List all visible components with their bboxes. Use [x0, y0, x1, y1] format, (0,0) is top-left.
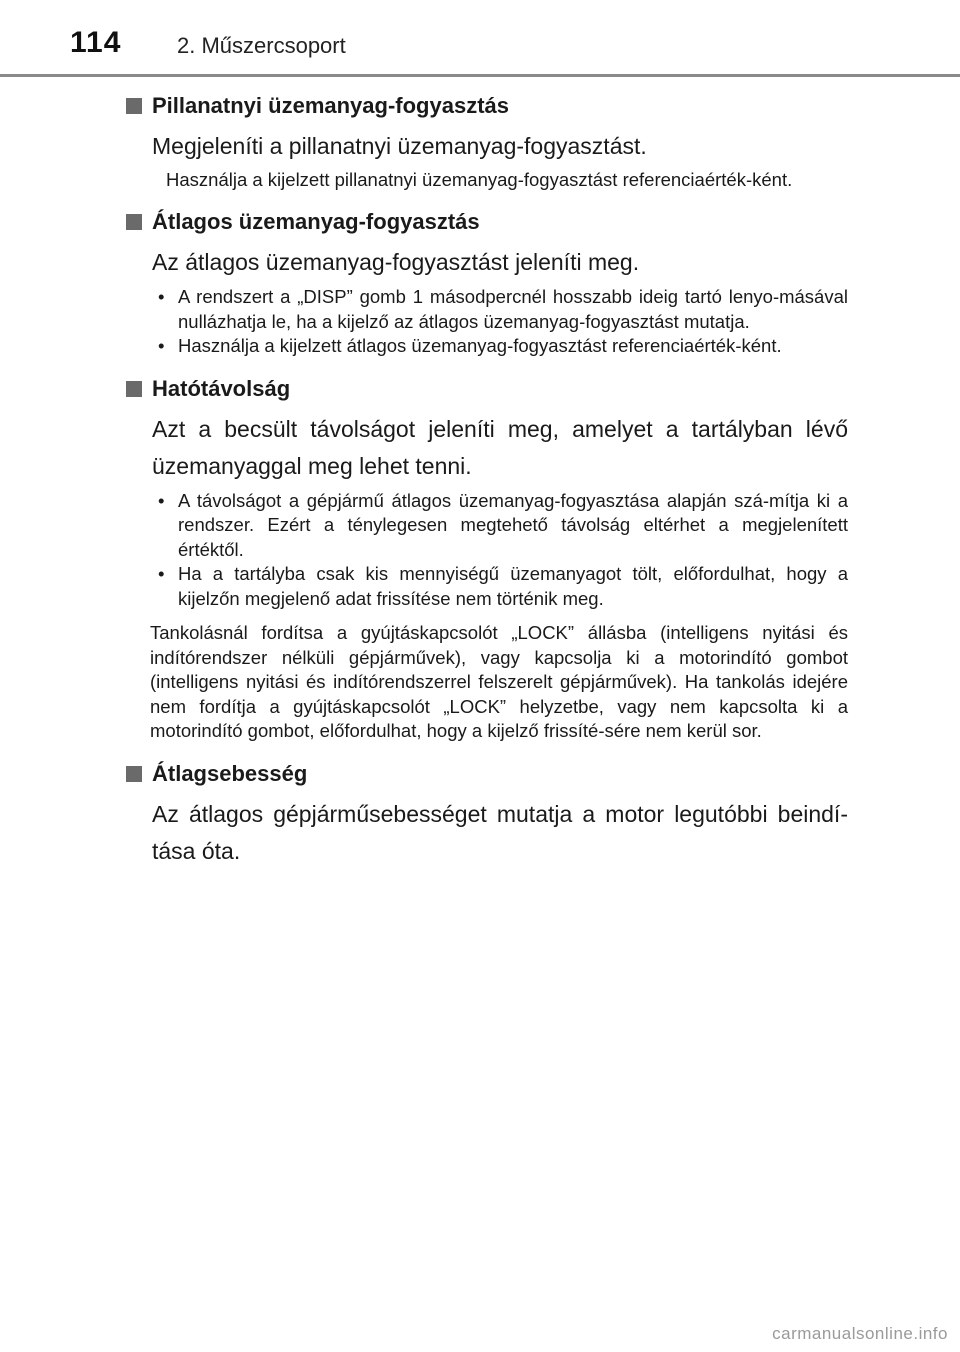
bullet-dot-icon: • — [158, 286, 165, 307]
square-bullet-icon — [126, 381, 142, 397]
section-heading — [126, 758, 848, 790]
list-item — [156, 489, 848, 563]
square-bullet-icon — [126, 766, 142, 782]
section-heading — [126, 90, 848, 122]
square-bullet-icon — [126, 98, 142, 114]
page-number: 114 — [70, 26, 122, 59]
section-heading — [126, 206, 848, 238]
watermark: carmanualsonline.info — [772, 1324, 948, 1343]
section-lead: Az átlagos üzemanyag-fogyasztást jeleníti meg. — [152, 249, 640, 275]
list-item-text: A rendszert a „DISP” gomb 1 másodpercnél hosszabb ideig tartó lenyo-másával nullázhatja le, ha a kijelző az átlagos üzemanyag-fogyasztást mutatja. — [178, 286, 848, 332]
page-content — [126, 90, 848, 870]
section-average-fuel-consumption — [126, 206, 848, 359]
bullet-list — [156, 285, 848, 359]
list-item-text: A távolságot a gépjármű átlagos üzemanyag-fogyasztása alapján szá-mítja ki a rendszer. Ezért a ténylegesen megtehető távolság eltérhet a megjelenített értéktől. — [178, 489, 848, 560]
section-lead: Megjeleníti a pillanatnyi üzemanyag-fogyasztást. — [152, 133, 647, 159]
section-heading-text: Hatótávolság — [152, 375, 291, 401]
page-header — [0, 0, 960, 78]
list-item-text: Használja a kijelzett átlagos üzemanyag-fogyasztást referenciaérték-ként. — [178, 335, 782, 356]
section-heading-text: Pillanatnyi üzemanyag-fogyasztás — [152, 93, 509, 118]
section-lead: Azt a becsült távolságot jeleníti meg, amelyet a tartályban lévő üzemanyaggal meg lehet tenni. — [152, 415, 848, 479]
list-item — [156, 285, 848, 334]
section-note: Használja a kijelzett pillanatnyi üzemanyag-fogyasztást referenciaérték-ként. — [166, 169, 793, 190]
bullet-list — [156, 489, 848, 612]
section-paragraph: Tankolásnál fordítsa a gyújtáskapcsolót „LOCK” állásba (intelligens nyitási és indítórendszer nélküli gépjárművek), vagy kapcsolja ki a motorindító gombot (intelligens nyitási és indítórendszerrel felszerelt gépjárművek). Ha tankolás idejére nem fordítja a gyújtáskapcsolót „LOCK” helyzetbe, vagy nem kapcsolta ki a motorindító gombot, előfordulhat, hogy a kijelző frissíté-sére nem kerül sor. — [150, 622, 848, 741]
section-average-speed — [126, 758, 848, 870]
square-bullet-icon — [126, 214, 142, 230]
section-instant-fuel-consumption — [126, 90, 848, 192]
section-heading-text: Átlagsebesség — [152, 760, 308, 786]
list-item-text: Ha a tartályba csak kis mennyiségű üzemanyagot tölt, előfordulhat, hogy a kijelzőn megjelenő adat frissítése nem történik meg. — [178, 563, 848, 609]
bullet-dot-icon: • — [158, 489, 165, 511]
header-divider — [0, 74, 960, 77]
bullet-dot-icon: • — [158, 335, 165, 356]
list-item — [156, 334, 848, 359]
list-item — [156, 562, 848, 611]
bullet-dot-icon: • — [158, 563, 165, 584]
chapter-title: 2. Műszercsoport — [177, 33, 346, 58]
section-lead: Az átlagos gépjárműsebességet mutatja a motor legutóbbi beindí-tása óta. — [152, 800, 848, 864]
section-heading — [126, 373, 848, 405]
section-heading-text: Átlagos üzemanyag-fogyasztás — [152, 209, 480, 234]
section-range — [126, 373, 848, 744]
